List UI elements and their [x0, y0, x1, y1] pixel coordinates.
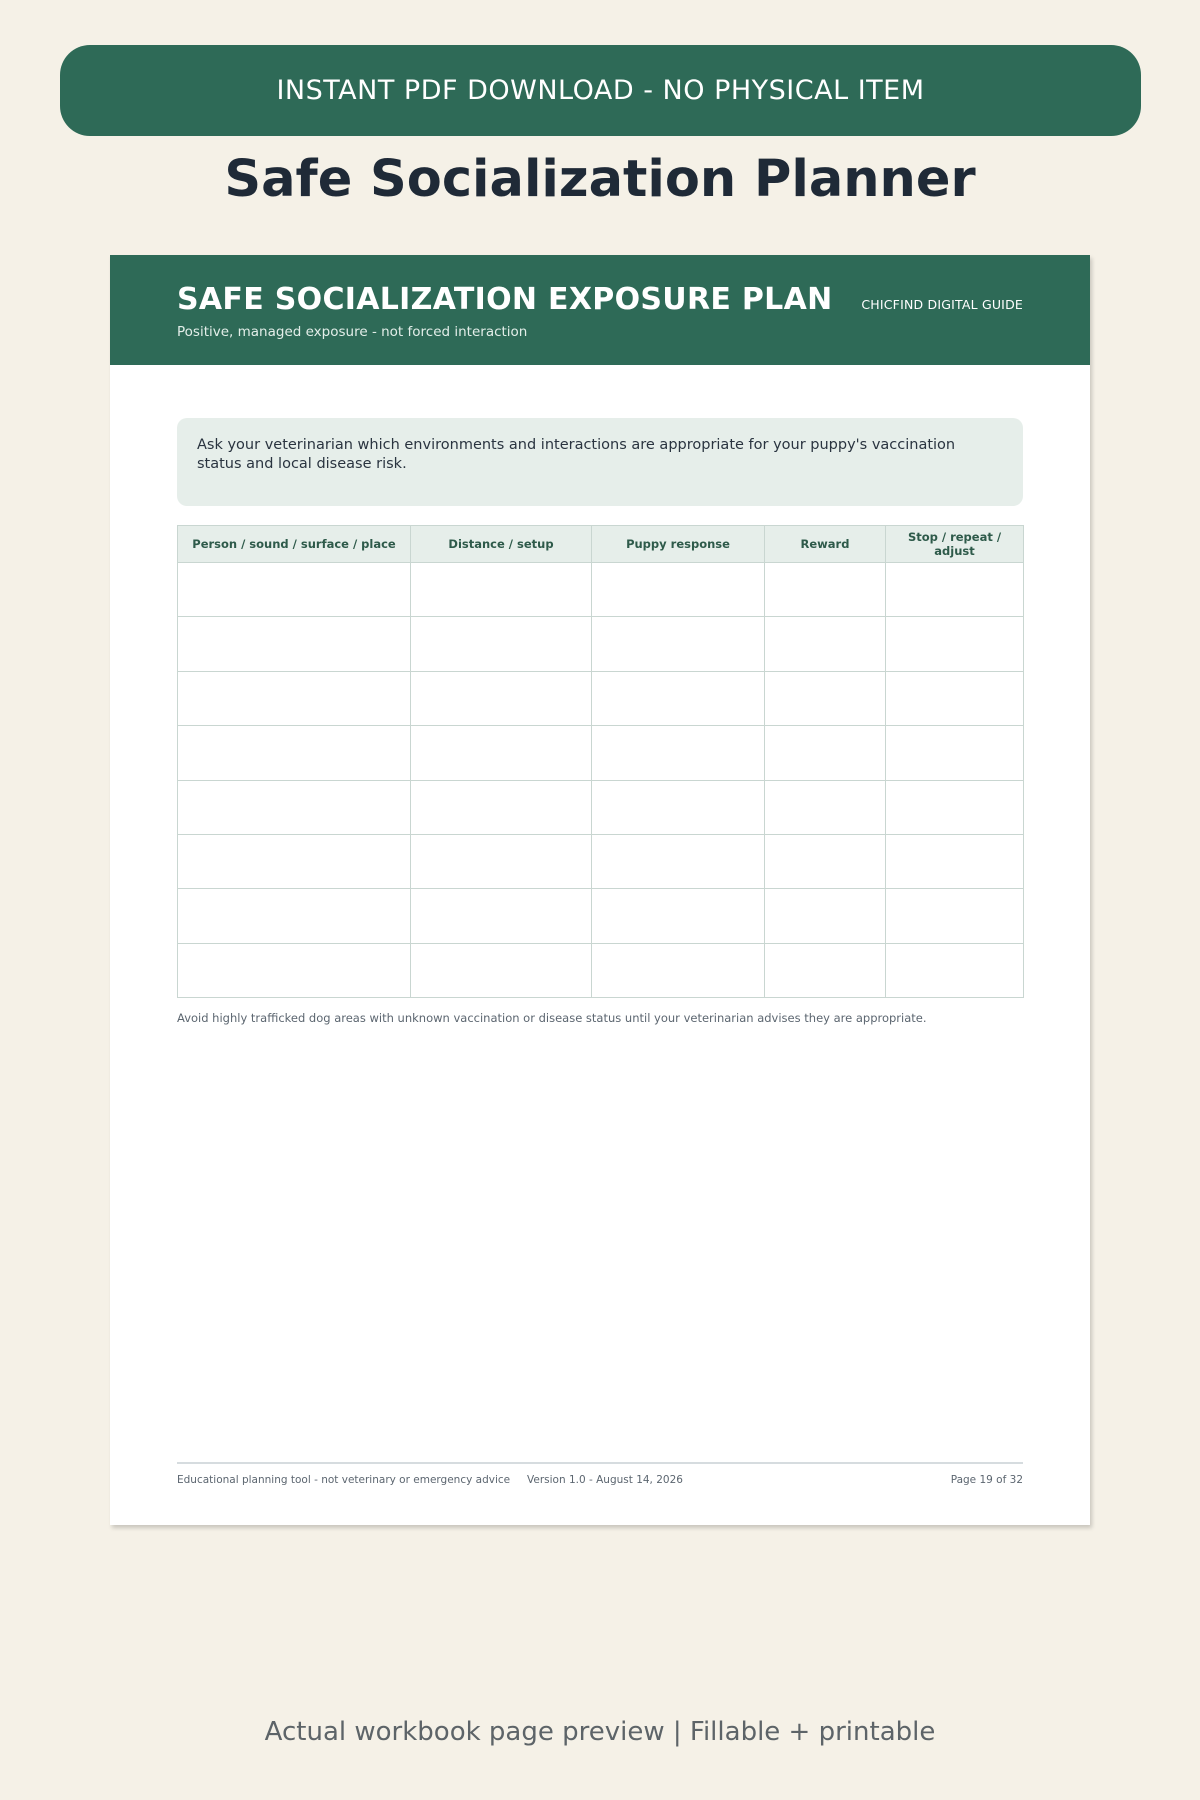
- fillable-cell[interactable]: [592, 563, 765, 617]
- table-header-row: [178, 526, 1024, 563]
- fillable-cell[interactable]: [765, 617, 886, 671]
- table-row: [178, 726, 1024, 780]
- fillable-cell[interactable]: [765, 563, 886, 617]
- column-header: Distance / setup: [411, 526, 592, 563]
- footer-disclaimer: Educational planning tool - not veterinary or emergency advice: [177, 1474, 511, 1486]
- fillable-cell[interactable]: [886, 726, 1024, 780]
- fillable-cell[interactable]: [411, 617, 592, 671]
- table-footnote: Avoid highly trafficked dog areas with unknown vaccination or disease status until your veterinarian advises they are appropriate.: [177, 1011, 927, 1025]
- column-header: Stop / repeat / adjust: [886, 526, 1024, 563]
- footer-divider: [177, 1462, 1023, 1464]
- table-row: [178, 563, 1024, 617]
- fillable-cell[interactable]: [178, 563, 411, 617]
- table-row: [178, 834, 1024, 888]
- fillable-cell[interactable]: [178, 671, 411, 725]
- table-row: [178, 671, 1024, 725]
- fillable-cell[interactable]: [411, 726, 592, 780]
- table-row: [178, 889, 1024, 943]
- product-title: Safe Socialization Planner: [224, 150, 976, 209]
- fillable-cell[interactable]: [592, 671, 765, 725]
- fillable-cell[interactable]: [886, 780, 1024, 834]
- fillable-cell[interactable]: [178, 834, 411, 888]
- fillable-cell[interactable]: [765, 943, 886, 997]
- fillable-cell[interactable]: [411, 671, 592, 725]
- footer-version: Version 1.0 - August 14, 2026: [527, 1474, 683, 1486]
- fillable-cell[interactable]: [886, 671, 1024, 725]
- fillable-cell[interactable]: [592, 834, 765, 888]
- fillable-cell[interactable]: [592, 889, 765, 943]
- fillable-cell[interactable]: [592, 780, 765, 834]
- fillable-cell[interactable]: [886, 617, 1024, 671]
- fillable-cell[interactable]: [765, 726, 886, 780]
- footer-page-number: Page 19 of 32: [950, 1474, 1023, 1486]
- page-header: [110, 255, 1090, 365]
- exposure-plan-table: [177, 525, 1024, 998]
- fillable-cell[interactable]: [765, 889, 886, 943]
- fillable-cell[interactable]: [886, 889, 1024, 943]
- fillable-cell[interactable]: [765, 780, 886, 834]
- fillable-cell[interactable]: [178, 726, 411, 780]
- banner-text: INSTANT PDF DOWNLOAD - NO PHYSICAL ITEM: [276, 75, 925, 106]
- page-header-title: SAFE SOCIALIZATION EXPOSURE PLAN: [177, 282, 833, 317]
- column-header: Person / sound / surface / place: [178, 526, 411, 563]
- vet-note-box: Ask your veterinarian which environments and interactions are appropriate for your puppy's vaccination status and local disease risk.: [177, 418, 1023, 506]
- fillable-cell[interactable]: [765, 671, 886, 725]
- preview-caption: Actual workbook page preview | Fillable + printable: [264, 1717, 936, 1747]
- table-row: [178, 943, 1024, 997]
- download-banner: [60, 45, 1141, 136]
- fillable-cell[interactable]: [886, 943, 1024, 997]
- fillable-cell[interactable]: [411, 563, 592, 617]
- column-header: Reward: [765, 526, 886, 563]
- fillable-cell[interactable]: [886, 563, 1024, 617]
- fillable-cell[interactable]: [592, 726, 765, 780]
- column-header: Puppy response: [592, 526, 765, 563]
- fillable-cell[interactable]: [178, 780, 411, 834]
- fillable-cell[interactable]: [765, 834, 886, 888]
- table-row: [178, 617, 1024, 671]
- fillable-cell[interactable]: [411, 834, 592, 888]
- fillable-cell[interactable]: [411, 780, 592, 834]
- fillable-cell[interactable]: [886, 834, 1024, 888]
- fillable-cell[interactable]: [592, 617, 765, 671]
- workbook-page-preview: [110, 255, 1090, 1525]
- brand-label: CHICFIND DIGITAL GUIDE: [861, 297, 1023, 312]
- fillable-cell[interactable]: [178, 943, 411, 997]
- page-header-subtitle: Positive, managed exposure - not forced interaction: [177, 324, 528, 340]
- fillable-cell[interactable]: [411, 889, 592, 943]
- fillable-cell[interactable]: [411, 943, 592, 997]
- table-row: [178, 780, 1024, 834]
- fillable-cell[interactable]: [592, 943, 765, 997]
- fillable-cell[interactable]: [178, 889, 411, 943]
- fillable-cell[interactable]: [178, 617, 411, 671]
